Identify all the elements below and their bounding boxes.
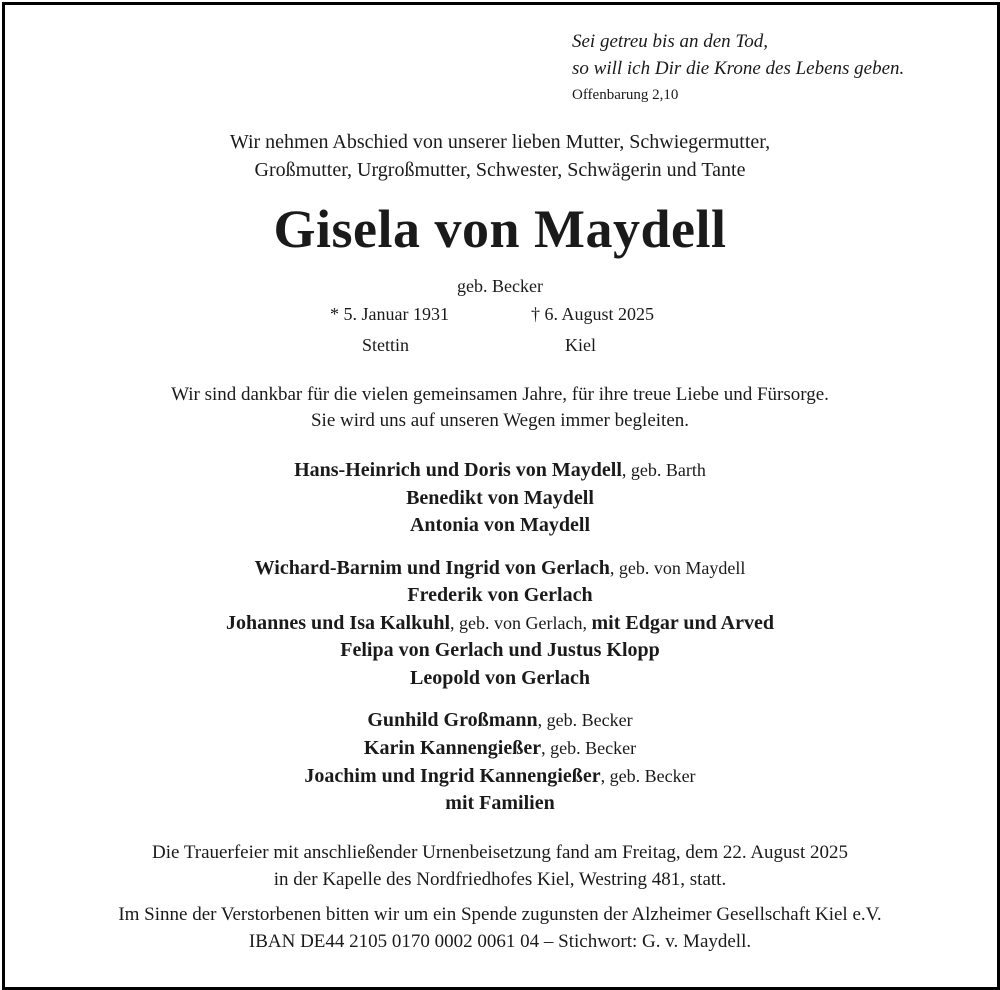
mourner-row: [0, 765, 1000, 788]
birth-name: geb. Becker: [457, 276, 543, 296]
mourner-name: Karin Kannengießer: [363, 737, 542, 759]
funeral-line-1: Die Trauerfeier mit anschließender Urnenbeisetzung fand am Freitag, dem 22. August 2025: [152, 842, 848, 863]
mourner-note: , geb. Becker: [537, 710, 633, 730]
mourner-note: , geb. von Gerlach,: [450, 613, 592, 633]
mourner-name: Wichard-Barnim und Ingrid von Gerlach: [254, 557, 610, 579]
intro-line-2: Großmutter, Urgroßmutter, Schwester, Schwägerin und Tante: [254, 159, 746, 181]
intro-line-1: Wir nehmen Abschied von unserer lieben Mutter, Schwiegermutter,: [229, 131, 771, 153]
mourner-note: , geb. Becker: [541, 738, 637, 758]
mourner-name: Frederik von Gerlach: [407, 584, 593, 606]
mourner-row: [0, 514, 1000, 537]
motto-line-2: so will ich Dir die Krone des Lebens geben.: [572, 58, 905, 79]
mourner-name: Johannes und Isa Kalkuhl: [226, 612, 451, 634]
birth-place: Stettin: [362, 335, 410, 355]
death-date: † 6. August 2025: [531, 304, 655, 324]
death-place: Kiel: [565, 335, 596, 355]
mourner-name: mit Edgar und Arved: [591, 612, 774, 634]
mourner-note: , geb. Barth: [621, 460, 706, 480]
mourner-name: Antonia von Maydell: [409, 514, 591, 536]
donation-line-2: IBAN DE44 2105 0170 0002 0061 04 – Stichwort: G. v. Maydell.: [248, 931, 752, 952]
mourner-row: [0, 639, 1000, 662]
mourner-name: Gunhild Großmann: [367, 709, 538, 731]
mourner-note: , geb. Becker: [600, 766, 696, 786]
gratitude-line-2: Sie wird uns auf unseren Wegen immer begleiten.: [310, 410, 689, 431]
mourner-name: mit Familien: [445, 792, 555, 814]
mourner-row: [0, 709, 1000, 732]
mourner-row: [0, 737, 1000, 760]
gratitude-line-1: Wir sind dankbar für die vielen gemeinsamen Jahre, für ihre treue Liebe und Fürsorge.: [171, 384, 829, 405]
mourner-row: [0, 792, 1000, 815]
mourner-name: Leopold von Gerlach: [409, 667, 590, 689]
mourner-row: [0, 487, 1000, 510]
mourner-row: [0, 667, 1000, 690]
motto-reference: Offenbarung 2,10: [572, 87, 679, 103]
mourner-note: , geb. von Maydell: [609, 558, 746, 578]
motto-line-1: Sei getreu bis an den Tod,: [572, 31, 768, 52]
deceased-name: Gisela von Maydell: [273, 199, 727, 259]
mourner-row: [0, 584, 1000, 607]
donation-line-1: Im Sinne der Verstorbenen bitten wir um ein Spende zugunsten der Alzheimer Gesellschaft Kiel e.V.: [118, 904, 882, 925]
birth-date: * 5. Januar 1931: [330, 304, 449, 324]
mourner-row: [0, 557, 1000, 580]
mourner-row: [0, 459, 1000, 482]
mourner-name: Felipa von Gerlach und Justus Klopp: [340, 639, 660, 661]
mourner-row: [0, 612, 1000, 635]
mourner-name: Hans-Heinrich und Doris von Maydell: [294, 459, 622, 481]
mourner-name: Benedikt von Maydell: [406, 487, 594, 509]
funeral-line-2: in der Kapelle des Nordfriedhofes Kiel, Westring 481, statt.: [273, 869, 727, 890]
mourner-name: Joachim und Ingrid Kannengießer: [304, 765, 601, 787]
